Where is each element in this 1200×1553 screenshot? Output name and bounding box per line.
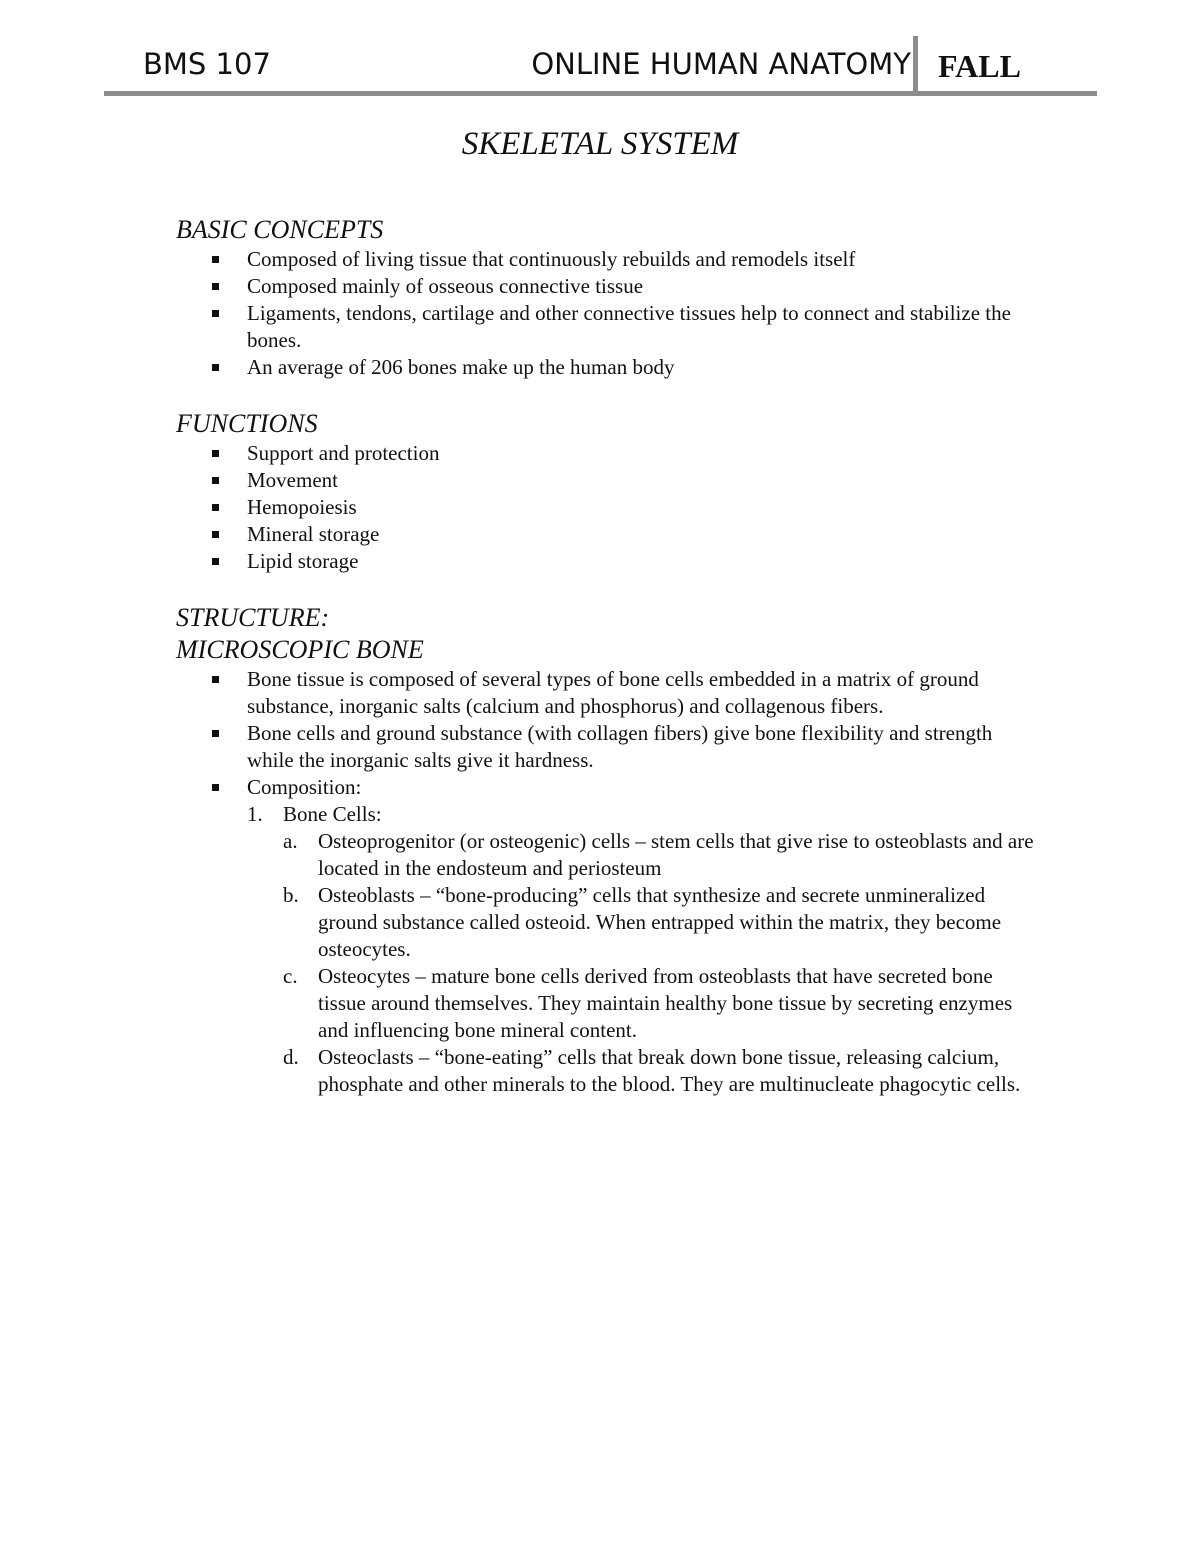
square-bullet-icon: [212, 450, 219, 457]
page-title: SKELETAL SYSTEM: [461, 126, 739, 162]
list-item-text: Lipid storage: [247, 549, 359, 573]
list-item-text: Composed of living tissue that continuously rebuilds and remodels itself: [247, 247, 856, 271]
square-bullet-icon: [212, 558, 219, 565]
lettered-item-osteoprogenitor: [0, 828, 1038, 882]
list-item: [0, 440, 1037, 467]
list-item: [0, 246, 1037, 273]
list-item: [0, 548, 1037, 575]
list-item: [0, 273, 1037, 300]
header-course-title: ONLINE HUMAN ANATOMY: [531, 47, 911, 81]
section-subheading-microscopic-bone: MICROSCOPIC BONE: [176, 635, 424, 664]
list-item: [0, 300, 1037, 354]
list-item-text: Movement: [247, 468, 338, 492]
square-bullet-icon: [212, 364, 219, 371]
list-item-text: Bone tissue is composed of several types of bone cells embedded in a matrix of ground substance, inorganic salts (calcium and phosphorus) and collagenous fibers.: [247, 667, 979, 718]
item-text: Osteocytes – mature bone cells derived from osteoblasts that have secreted bone tissue around themselves. They maintain healthy bone tissue by secreting enzymes and influencing bone mineral content.: [318, 964, 1013, 1042]
list-item: [0, 720, 1037, 774]
square-bullet-icon: [212, 283, 219, 290]
item-label: Bone Cells:: [283, 802, 382, 826]
functions-list: [0, 440, 1200, 575]
item-text: Osteoclasts – “bone-eating” cells that break down bone tissue, releasing calcium, phosphate and other minerals to the blood. They are multinucleate phagocytic cells.: [318, 1045, 1021, 1096]
list-item: [0, 494, 1037, 521]
list-item-text: Mineral storage: [247, 522, 380, 546]
square-bullet-icon: [212, 256, 219, 263]
list-item-text: Composition:: [247, 775, 362, 799]
item-letter: b.: [283, 883, 299, 907]
list-item: [0, 521, 1037, 548]
section-heading-basic-concepts: BASIC CONCEPTS: [176, 215, 384, 244]
list-item-text: An average of 206 bones make up the human body: [247, 355, 675, 379]
item-text: Osteoprogenitor (or osteogenic) cells – stem cells that give rise to osteoblasts and are located in the endosteum and periosteum: [318, 829, 1034, 880]
square-bullet-icon: [212, 531, 219, 538]
list-item-text: Support and protection: [247, 441, 440, 465]
header-separator: [913, 36, 918, 94]
square-bullet-icon: [212, 504, 219, 511]
list-item-text: Hemopoiesis: [247, 495, 357, 519]
item-letter: d.: [283, 1045, 299, 1069]
square-bullet-icon: [212, 676, 219, 683]
item-letter: a.: [283, 829, 298, 853]
lettered-item-osteoclasts: [0, 1044, 1038, 1098]
lettered-item-osteocytes: [0, 963, 1038, 1044]
square-bullet-icon: [212, 310, 219, 317]
square-bullet-icon: [212, 730, 219, 737]
list-item-text: Ligaments, tendons, cartilage and other connective tissues help to connect and stabilize the bones.: [247, 301, 1011, 352]
item-letter: c.: [283, 964, 298, 988]
square-bullet-icon: [212, 477, 219, 484]
numbered-item-bone-cells: [0, 801, 1200, 828]
section-heading-structure: STRUCTURE:: [176, 603, 330, 632]
structure-list: [0, 666, 1200, 801]
list-item: [0, 774, 1037, 801]
section-heading-functions: FUNCTIONS: [176, 409, 318, 438]
item-number: 1.: [247, 802, 263, 826]
list-item-text: Bone cells and ground substance (with collagen fibers) give bone flexibility and strength while the inorganic salts give it hardness.: [247, 721, 993, 772]
lettered-item-osteoblasts: [0, 882, 1038, 963]
list-item: [0, 354, 1037, 381]
header-term: FALL: [938, 48, 1021, 84]
list-item: [0, 467, 1037, 494]
square-bullet-icon: [212, 784, 219, 791]
header-course-code: BMS 107: [143, 47, 271, 81]
document-body: [0, 214, 1200, 1098]
header-rule: [104, 91, 1097, 96]
list-item-text: Composed mainly of osseous connective tissue: [247, 274, 644, 298]
item-text: Osteoblasts – “bone-producing” cells that synthesize and secrete unmineralized ground substance called osteoid. When entrapped within the matrix, they become osteocytes.: [318, 883, 1002, 961]
list-item: [0, 666, 1037, 720]
basic-concepts-list: [0, 246, 1200, 381]
